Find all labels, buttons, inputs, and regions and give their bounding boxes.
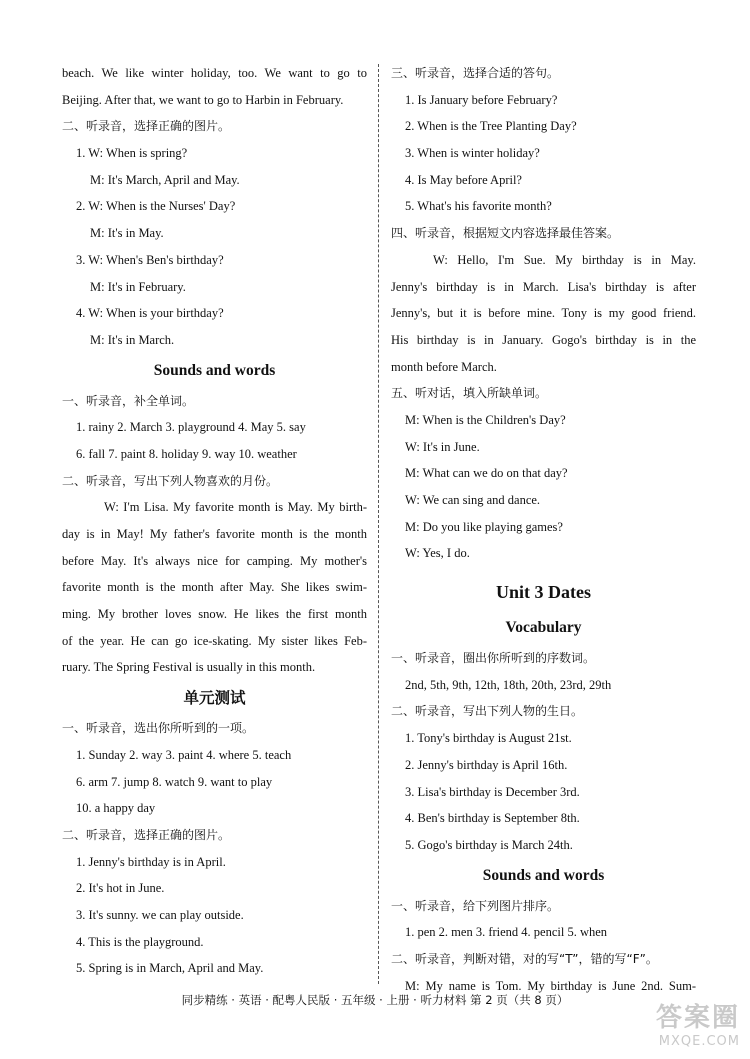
passage-line: month before March.: [391, 359, 497, 374]
birthday-line: 3. Lisa's birthday is December 3rd.: [405, 784, 580, 799]
word-list-line: 1. rainy 2. March 3. playground 4. May 5. say: [76, 420, 306, 435]
birthday-line: 5. Gogo's birthday is March 24th.: [405, 837, 573, 852]
dialogue-line: 3. W: When's Ben's birthday?: [76, 252, 224, 267]
section-5-heading: 五、听对话，填入所缺单词。: [391, 386, 548, 401]
passage-line: W: I'm Lisa. My favorite month is May. My birth-: [104, 500, 367, 515]
dialogue-line: W: Yes, I do.: [405, 546, 470, 561]
test-section-2-heading: 二、听录音，选择正确的图片。: [62, 827, 231, 842]
passage-line: favorite month is the month after May. She likes swim-: [62, 580, 367, 595]
sentence-line: 2. It's hot in June.: [76, 881, 165, 896]
dialogue-line: 2. W: When is the Nurses' Day?: [76, 199, 236, 214]
option-line: 1. Sunday 2. way 3. paint 4. where 5. teach: [76, 747, 292, 762]
passage-line: ming. My brother loves snow. He likes the first month: [62, 607, 367, 622]
passage-line: of the year. He can go ice-skating. My sister likes Feb-: [62, 633, 367, 648]
question-line: 3. When is winter holiday?: [405, 146, 540, 161]
left-column: [62, 60, 367, 982]
right-column: [391, 60, 696, 999]
dialogue-line: W: We can sing and dance.: [405, 493, 541, 507]
dialogue-line: M: It's in February.: [90, 279, 186, 294]
word-list-line: 6. fall 7. paint 8. holiday 9. way 10. weather: [76, 446, 297, 461]
dialogue-line: M: My name is Tom. My birthday is June 2nd. Sum-: [405, 978, 696, 993]
passage-line: Jenny's, but it is before mine. Tony is my good friend.: [391, 306, 696, 321]
column-divider: [378, 64, 379, 984]
question-line: 2. When is the Tree Planting Day?: [405, 119, 577, 134]
passage-line: before May. It's always nice for camping. My mother's: [62, 553, 367, 568]
option-line: 10. a happy day: [76, 801, 156, 816]
vocab-section-1-heading: 一、听录音，圈出你所听到的序数词。: [391, 651, 596, 666]
vocabulary-title: Vocabulary: [505, 619, 582, 637]
question-line: 4. Is May before April?: [405, 172, 522, 187]
sw2-section-1-heading: 一、听录音，给下列图片排序。: [391, 898, 560, 913]
test-section-1-heading: 一、听录音，选出你所听到的一项。: [62, 721, 255, 736]
ordinal-list: 2nd, 5th, 9th, 12th, 18th, 20th, 23rd, 29th: [405, 677, 612, 692]
dialogue-line: M: When is the Children's Day?: [405, 412, 566, 427]
sentence-line: 5. Spring is in March, April and May.: [76, 961, 264, 976]
dialogue-line: M: What can we do on that day?: [405, 466, 568, 481]
intro-line-2: Beijing. After that, we want to go to Harbin in February.: [62, 92, 344, 107]
option-line: 6. arm 7. jump 8. watch 9. want to play: [76, 774, 273, 789]
watermark-url: MXQE.COM: [658, 1034, 740, 1049]
sentence-line: 1. Jenny's birthday is in April.: [76, 854, 226, 869]
watermark-text: 答案圈: [655, 1003, 740, 1033]
dialogue-line: 1. W: When is spring?: [76, 146, 188, 161]
sentence-line: 4. This is the playground.: [76, 934, 204, 949]
dialogue-line: M: It's in May.: [90, 226, 164, 241]
watermark-logo: [560, 1003, 740, 1053]
passage-line: His birthday is in January. Gogo's birthday is in the: [391, 332, 696, 347]
question-line: 5. What's his favorite month?: [405, 199, 552, 214]
dialogue-line: 4. W: When is your birthday?: [76, 306, 224, 321]
passage-line: ruary. The Spring Festival is usually in this month.: [62, 660, 316, 675]
birthday-line: 2. Jenny's birthday is April 16th.: [405, 757, 568, 772]
unit-title: Unit 3 Dates: [496, 582, 591, 603]
word-list-line: 1. pen 2. men 3. friend 4. pencil 5. when: [405, 925, 608, 940]
section-3-heading: 三、听录音，选择合适的答句。: [391, 66, 560, 80]
dialogue-line: W: It's in June.: [405, 439, 480, 454]
sw-section-1-heading: 一、听录音，补全单词。: [62, 393, 195, 408]
page-footer: 同步精练 · 英语 · 配粤人民版 · 五年级 · 上册 · 听力材料 第 2 页（共 8 页）: [181, 993, 569, 1007]
sw-section-2-heading: 二、听录音，写出下列人物喜欢的月份。: [62, 473, 279, 488]
sentence-line: 3. It's sunny. we can play outside.: [76, 907, 244, 922]
intro-line-1: beach. We like winter holiday, too. We want to go to: [62, 66, 367, 80]
dialogue-line: M: Do you like playing games?: [405, 519, 563, 534]
passage-line: W: Hello, I'm Sue. My birthday is in May.: [433, 252, 696, 267]
passage-line: day is in May! My father's favorite month is the month: [62, 527, 367, 541]
vocab-section-2-heading: 二、听录音，写出下列人物的生日。: [391, 704, 584, 719]
dialogue-line: M: It's in March.: [90, 332, 175, 347]
sounds-words-title-2: Sounds and words: [482, 866, 605, 884]
sw2-section-2-heading: 二、听录音，判断对错，对的写“T”，错的写“F”。: [391, 951, 658, 966]
unit-test-title: 单元测试: [183, 689, 246, 708]
section-4-heading: 四、听录音，根据短文内容选择最佳答案。: [391, 226, 620, 241]
passage-line: Jenny's birthday is in March. Lisa's birthday is after: [391, 279, 696, 294]
birthday-line: 1. Tony's birthday is August 21st.: [405, 731, 572, 746]
section-2-heading: 二、听录音，选择正确的图片。: [62, 119, 231, 134]
question-line: 1. Is January before February?: [405, 92, 558, 107]
birthday-line: 4. Ben's birthday is September 8th.: [405, 811, 580, 826]
dialogue-line: M: It's March, April and May.: [90, 172, 240, 187]
sounds-words-title: Sounds and words: [153, 361, 276, 379]
